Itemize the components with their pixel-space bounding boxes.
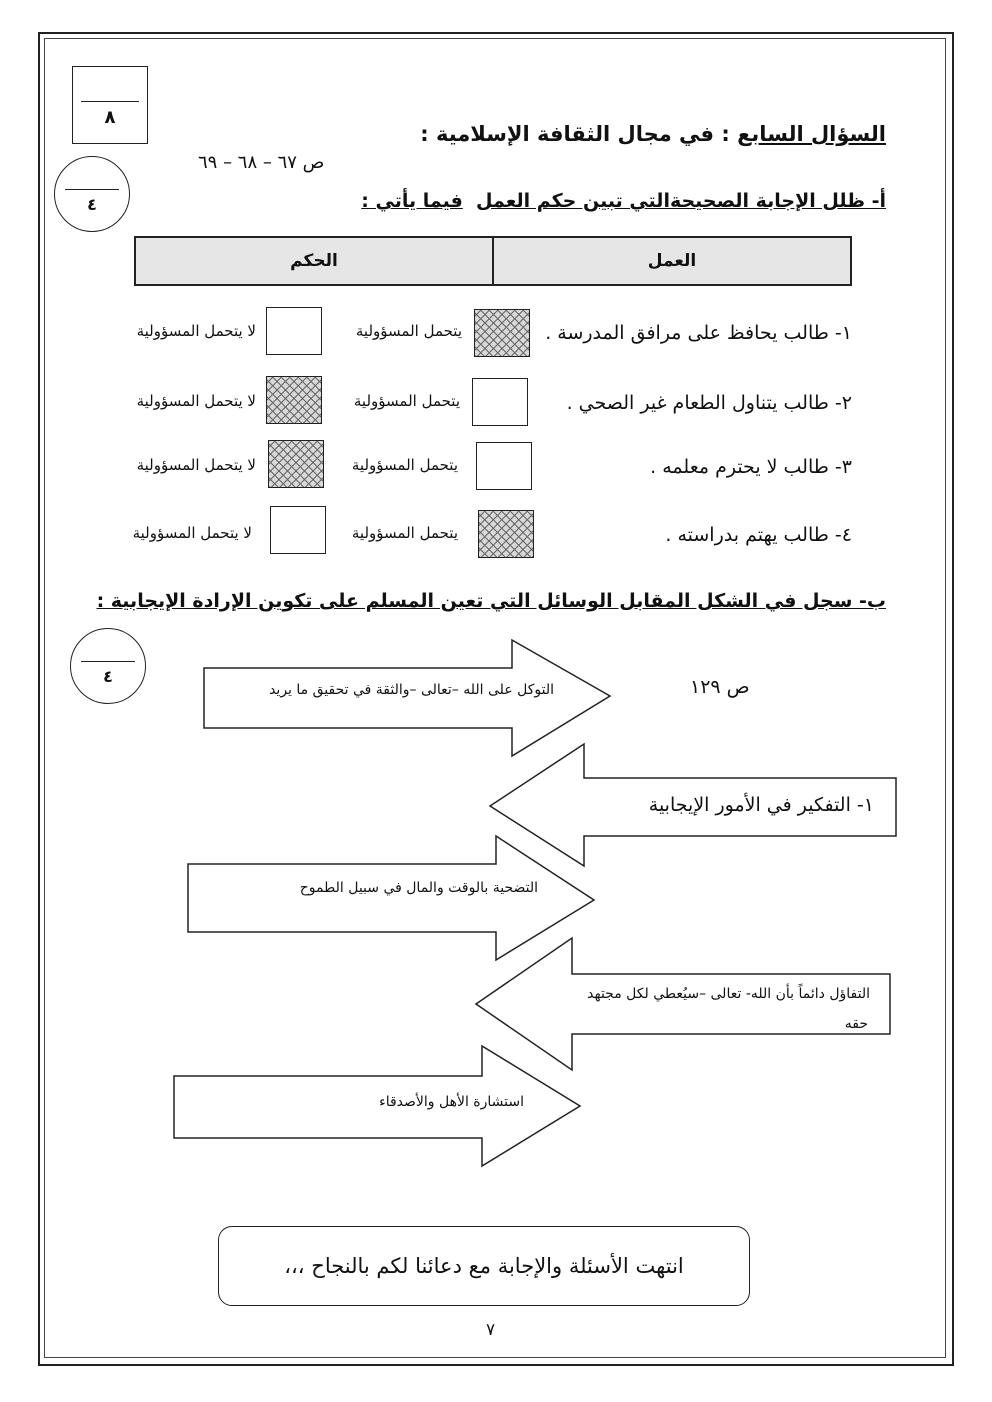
item-1-responsible-label: يتحمل المسؤولية bbox=[355, 322, 462, 340]
part-a-instruction-tail: فيما يأتي : bbox=[361, 190, 463, 212]
arrow-3-shape bbox=[188, 836, 594, 960]
arrow-4-shape bbox=[476, 938, 890, 1070]
part-b-score: ٤ bbox=[103, 667, 113, 686]
part-b-page-ref: ص ١٢٩ bbox=[690, 676, 750, 698]
arrow-4-text: التفاؤل دائماً بأن الله- تعالى –سيُعطي لكل مجتهد bbox=[587, 986, 870, 1002]
item-3-text: ٣- طالب لا يحترم معلمه . bbox=[650, 456, 852, 478]
item-2-text: ٢- طالب يتناول الطعام غير الصحي . bbox=[566, 392, 852, 414]
arrow-4-text-line2: حقه bbox=[844, 1016, 868, 1032]
arrow-2-text: ١- التفكير في الأمور الإيجابية bbox=[648, 794, 874, 816]
part-a-score: ٤ bbox=[87, 195, 97, 214]
item-3-responsible-label: يتحمل المسؤولية bbox=[351, 456, 458, 474]
closing-message: انتهت الأسئلة والإجابة مع دعائنا لكم بالنجاح ،،، bbox=[218, 1226, 750, 1306]
item-1-not-responsible-label: لا يتحمل المسؤولية bbox=[136, 322, 256, 340]
arrow-5-text: استشارة الأهل والأصدقاء bbox=[379, 1094, 524, 1110]
item-3-not-responsible-label: لا يتحمل المسؤولية bbox=[136, 456, 256, 474]
header-action: العمل bbox=[492, 238, 850, 284]
arrow-1-shape bbox=[204, 640, 610, 756]
page-number: ٧ bbox=[486, 1320, 496, 1340]
item-4-not-responsible-label: لا يتحمل المسؤولية bbox=[132, 524, 252, 542]
header-ruling: الحكم bbox=[290, 251, 338, 271]
part-a-instruction-main: أ- ظلل الإجابة الصحيحةالتي تبين حكم العمل bbox=[476, 190, 886, 212]
item-4-text: ٤- طالب يهتم بدراسته . bbox=[665, 524, 852, 546]
question-page-refs: ص ٦٧ – ٦٨ – ٦٩ bbox=[198, 152, 325, 173]
item-4-responsible-label: يتحمل المسؤولية bbox=[351, 524, 458, 542]
item-2-not-responsible-label: لا يتحمل المسؤولية bbox=[136, 392, 256, 410]
arrow-1-text: التوكل على الله –تعالى –والثقة في تحقيق ما يريد bbox=[269, 682, 554, 698]
arrow-3-text: التضحية بالوقت والمال في سبيل الطموح bbox=[299, 880, 538, 896]
part-b-instruction: ب- سجل في الشكل المقابل الوسائل التي تعين المسلم على تكوين الإرادة الإيجابية : bbox=[96, 590, 886, 612]
question-title-rest: : في مجال الثقافة الإسلامية : bbox=[420, 122, 738, 146]
question-title-label: السؤال السابع bbox=[737, 122, 886, 146]
grade-box-value: ٨ bbox=[104, 107, 116, 128]
item-2-responsible-label: يتحمل المسؤولية bbox=[353, 392, 460, 410]
item-1-text: ١- طالب يحافظ على مرافق المدرسة . bbox=[545, 322, 852, 344]
